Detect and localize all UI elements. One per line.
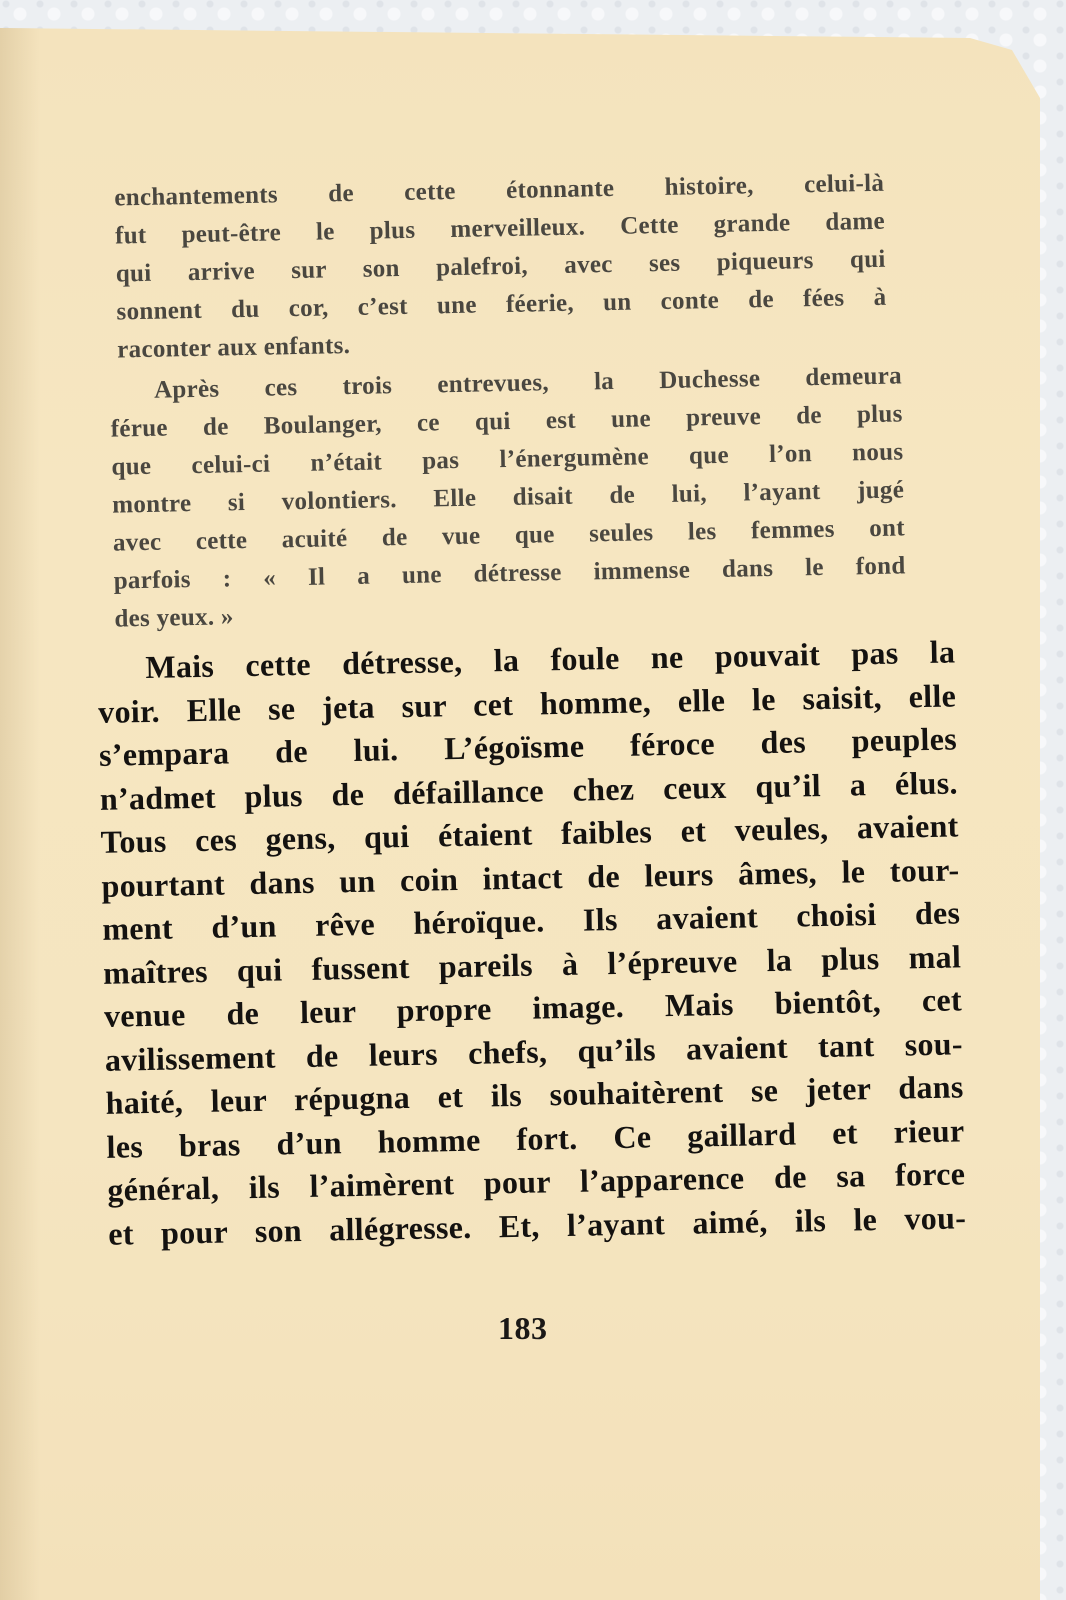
text-line: venue de leur propre image. Mais bientôt, cet: [103, 981, 963, 1034]
text-line: avilissement de leurs chefs, qu’ils avaient tant sou-: [104, 1024, 964, 1078]
text-line: des yeux. »: [114, 603, 234, 633]
text-line: Mais cette détresse, la foule ne pouvait pas la: [145, 633, 956, 685]
text-line: que celui-ci n’était pas l’énergumène que l’on nous: [111, 438, 904, 481]
text-line: Tous ces gens, qui étaient faibles et veules, avaient: [100, 807, 959, 860]
text-line: férue de Boulanger, ce qui est une preuve de plus: [110, 400, 903, 443]
text-line: s’empara de lui. L’égoïsme féroce des peuples: [98, 720, 958, 773]
paragraph-2: [110, 357, 907, 638]
text-line: voir. Elle se jeta sur cet homme, elle le saisit, elle: [97, 676, 957, 730]
text-line: les bras d’un homme fort. Ce gaillard et rieur: [106, 1111, 965, 1165]
text-line: et pour son allégresse. Et, l’ayant aimé, ils le vou-: [107, 1198, 967, 1252]
text-line: pourtant dans un coin intact de leurs âmes, le tour-: [101, 850, 960, 904]
text-line: enchantements de cette étonnante histoire, celui-là: [114, 169, 885, 212]
paragraph-1: [114, 165, 888, 370]
text-line: général, ils l’aimèrent pour l’apparence de sa force: [107, 1155, 966, 1208]
paragraph-3: [97, 630, 967, 1255]
text-line: qui arrive sur son palefroi, avec ses piqueurs qui: [115, 245, 886, 288]
text-line: parfois : « Il a une détresse immense dans le fond: [113, 552, 906, 595]
text-line: fut peut-être le plus merveilleux. Cette grande dame: [114, 207, 886, 250]
text-line: maîtres qui fussent pareils à l’épreuve la plus mal: [102, 937, 962, 991]
text-line: raconter aux enfants.: [117, 332, 351, 364]
page-text: [88, 163, 968, 1255]
text-line: haité, leur répugna et ils souhaitèrent se jeter dans: [105, 1068, 964, 1121]
text-line: avec cette acuité de vue que seules les femmes ont: [112, 514, 906, 557]
text-line: n’admet plus de défaillance chez ceux qu’il a élus.: [99, 763, 959, 817]
text-line: montre si volontiers. Elle disait de lui, l’ayant jugé: [111, 476, 905, 519]
page-number: 183: [498, 1310, 548, 1346]
text-line: ment d’un rêve héroïque. Ils avaient choisi des: [102, 894, 961, 947]
text-line: sonnent du cor, c’est une féerie, un conte de fées à: [116, 283, 887, 326]
text-line: Après ces trois entrevues, la Duchesse demeura: [153, 362, 903, 404]
